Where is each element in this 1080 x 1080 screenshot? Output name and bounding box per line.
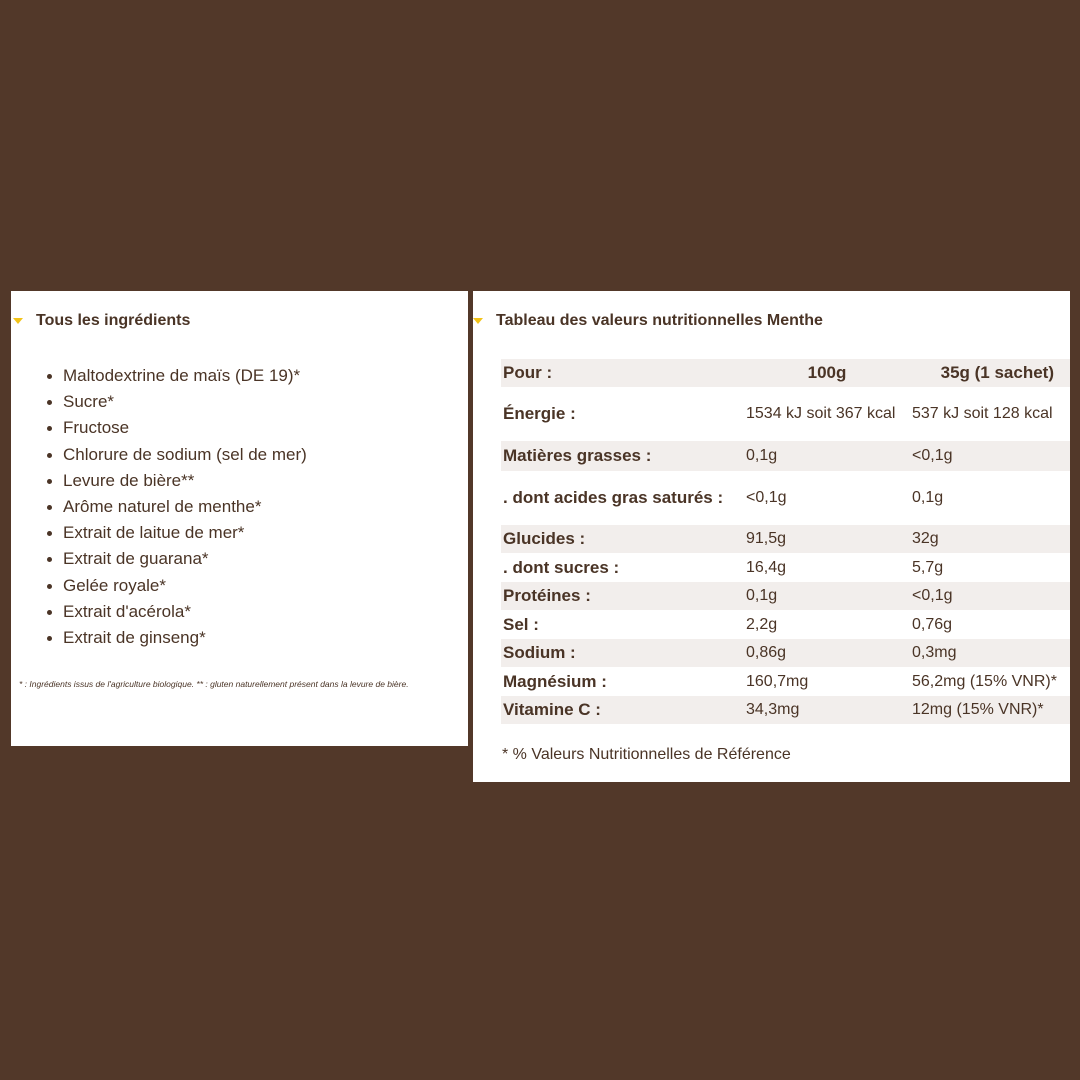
- ingredients-title: Tous les ingrédients: [36, 312, 191, 329]
- row-per-sachet: <0,1g: [910, 582, 1070, 610]
- caret-down-icon[interactable]: [13, 318, 23, 324]
- table-row: [501, 441, 1070, 471]
- list-item: Maltodextrine de maïs (DE 19)*: [63, 363, 307, 389]
- nutrition-table: [501, 359, 1070, 724]
- nutrition-title: Tableau des valeurs nutritionnelles Menthe: [496, 312, 823, 329]
- header-per100: 100g: [744, 359, 910, 387]
- row-per100: 1534 kJ soit 367 kcal: [746, 405, 896, 422]
- row-per-sachet: 12mg (15% VNR)*: [910, 696, 1070, 724]
- table-row: [501, 696, 1070, 724]
- row-per100: 34,3mg: [744, 696, 910, 724]
- row-label: Magnésium :: [503, 671, 607, 691]
- row-per-sachet: 0,76g: [912, 615, 953, 633]
- row-per-sachet: <0,1g: [910, 441, 1070, 471]
- ingredients-footnote: * : Ingrédients issus de l'agriculture biologique. ** : gluten naturellement présent dans la levure de bière.: [19, 679, 409, 689]
- row-per100: 160,7mg: [746, 672, 809, 690]
- table-header-row: [501, 359, 1070, 387]
- nutrition-header[interactable]: [473, 312, 823, 330]
- list-item: Chlorure de sodium (sel de mer): [63, 442, 307, 468]
- list-item: Extrait de guarana*: [63, 546, 307, 572]
- nutrition-footnote: * % Valeurs Nutritionnelles de Référence: [502, 746, 791, 763]
- row-per100: 0,1g: [744, 582, 910, 610]
- row-label: Sodium :: [501, 639, 744, 667]
- row-per-sachet: 0,3mg: [910, 639, 1070, 667]
- row-per100: <0,1g: [746, 489, 787, 506]
- list-item: Arôme naturel de menthe*: [63, 494, 307, 520]
- list-item: Sucre*: [63, 389, 307, 415]
- table-row: [501, 610, 1070, 639]
- row-per-sachet: 0,1g: [912, 489, 944, 506]
- table-row: [501, 582, 1070, 610]
- row-label: Matières grasses :: [501, 441, 744, 471]
- row-label: Sel :: [503, 614, 539, 634]
- row-label: Énergie :: [503, 404, 576, 423]
- table-row: [501, 471, 1070, 525]
- table-row: [501, 639, 1070, 667]
- row-label: . dont acides gras saturés :: [503, 488, 724, 507]
- ingredients-header[interactable]: [11, 312, 190, 330]
- table-row: [501, 525, 1070, 553]
- row-per-sachet: 5,7g: [912, 558, 944, 576]
- row-label: . dont sucres :: [503, 557, 620, 577]
- row-per100: 0,86g: [744, 639, 910, 667]
- row-label: Glucides :: [501, 525, 744, 553]
- list-item: Levure de bière**: [63, 468, 307, 494]
- row-per-sachet: 32g: [910, 525, 1070, 553]
- row-label: Protéines :: [501, 582, 744, 610]
- caret-down-icon[interactable]: [473, 318, 483, 324]
- nutrition-panel: [473, 291, 1070, 782]
- table-row: [501, 387, 1070, 441]
- list-item: Extrait de laitue de mer*: [63, 520, 307, 546]
- row-per100: 2,2g: [746, 615, 778, 633]
- ingredients-list: [63, 363, 307, 651]
- list-item: Gelée royale*: [63, 573, 307, 599]
- list-item: Fructose: [63, 415, 307, 441]
- row-per100: 91,5g: [744, 525, 910, 553]
- row-per-sachet: 56,2mg (15% VNR)*: [912, 672, 1057, 690]
- row-label: Vitamine C :: [501, 696, 744, 724]
- table-row: [501, 667, 1070, 696]
- table-row: [501, 553, 1070, 582]
- list-item: Extrait de ginseng*: [63, 625, 307, 651]
- header-per-sachet: 35g (1 sachet): [910, 359, 1070, 387]
- ingredients-panel: [11, 291, 468, 746]
- list-item: Extrait d'acérola*: [63, 599, 307, 625]
- row-per100: 0,1g: [744, 441, 910, 471]
- header-label: Pour :: [501, 359, 744, 387]
- row-per100: 16,4g: [746, 558, 787, 576]
- row-per-sachet: 537 kJ soit 128 kcal: [912, 405, 1053, 422]
